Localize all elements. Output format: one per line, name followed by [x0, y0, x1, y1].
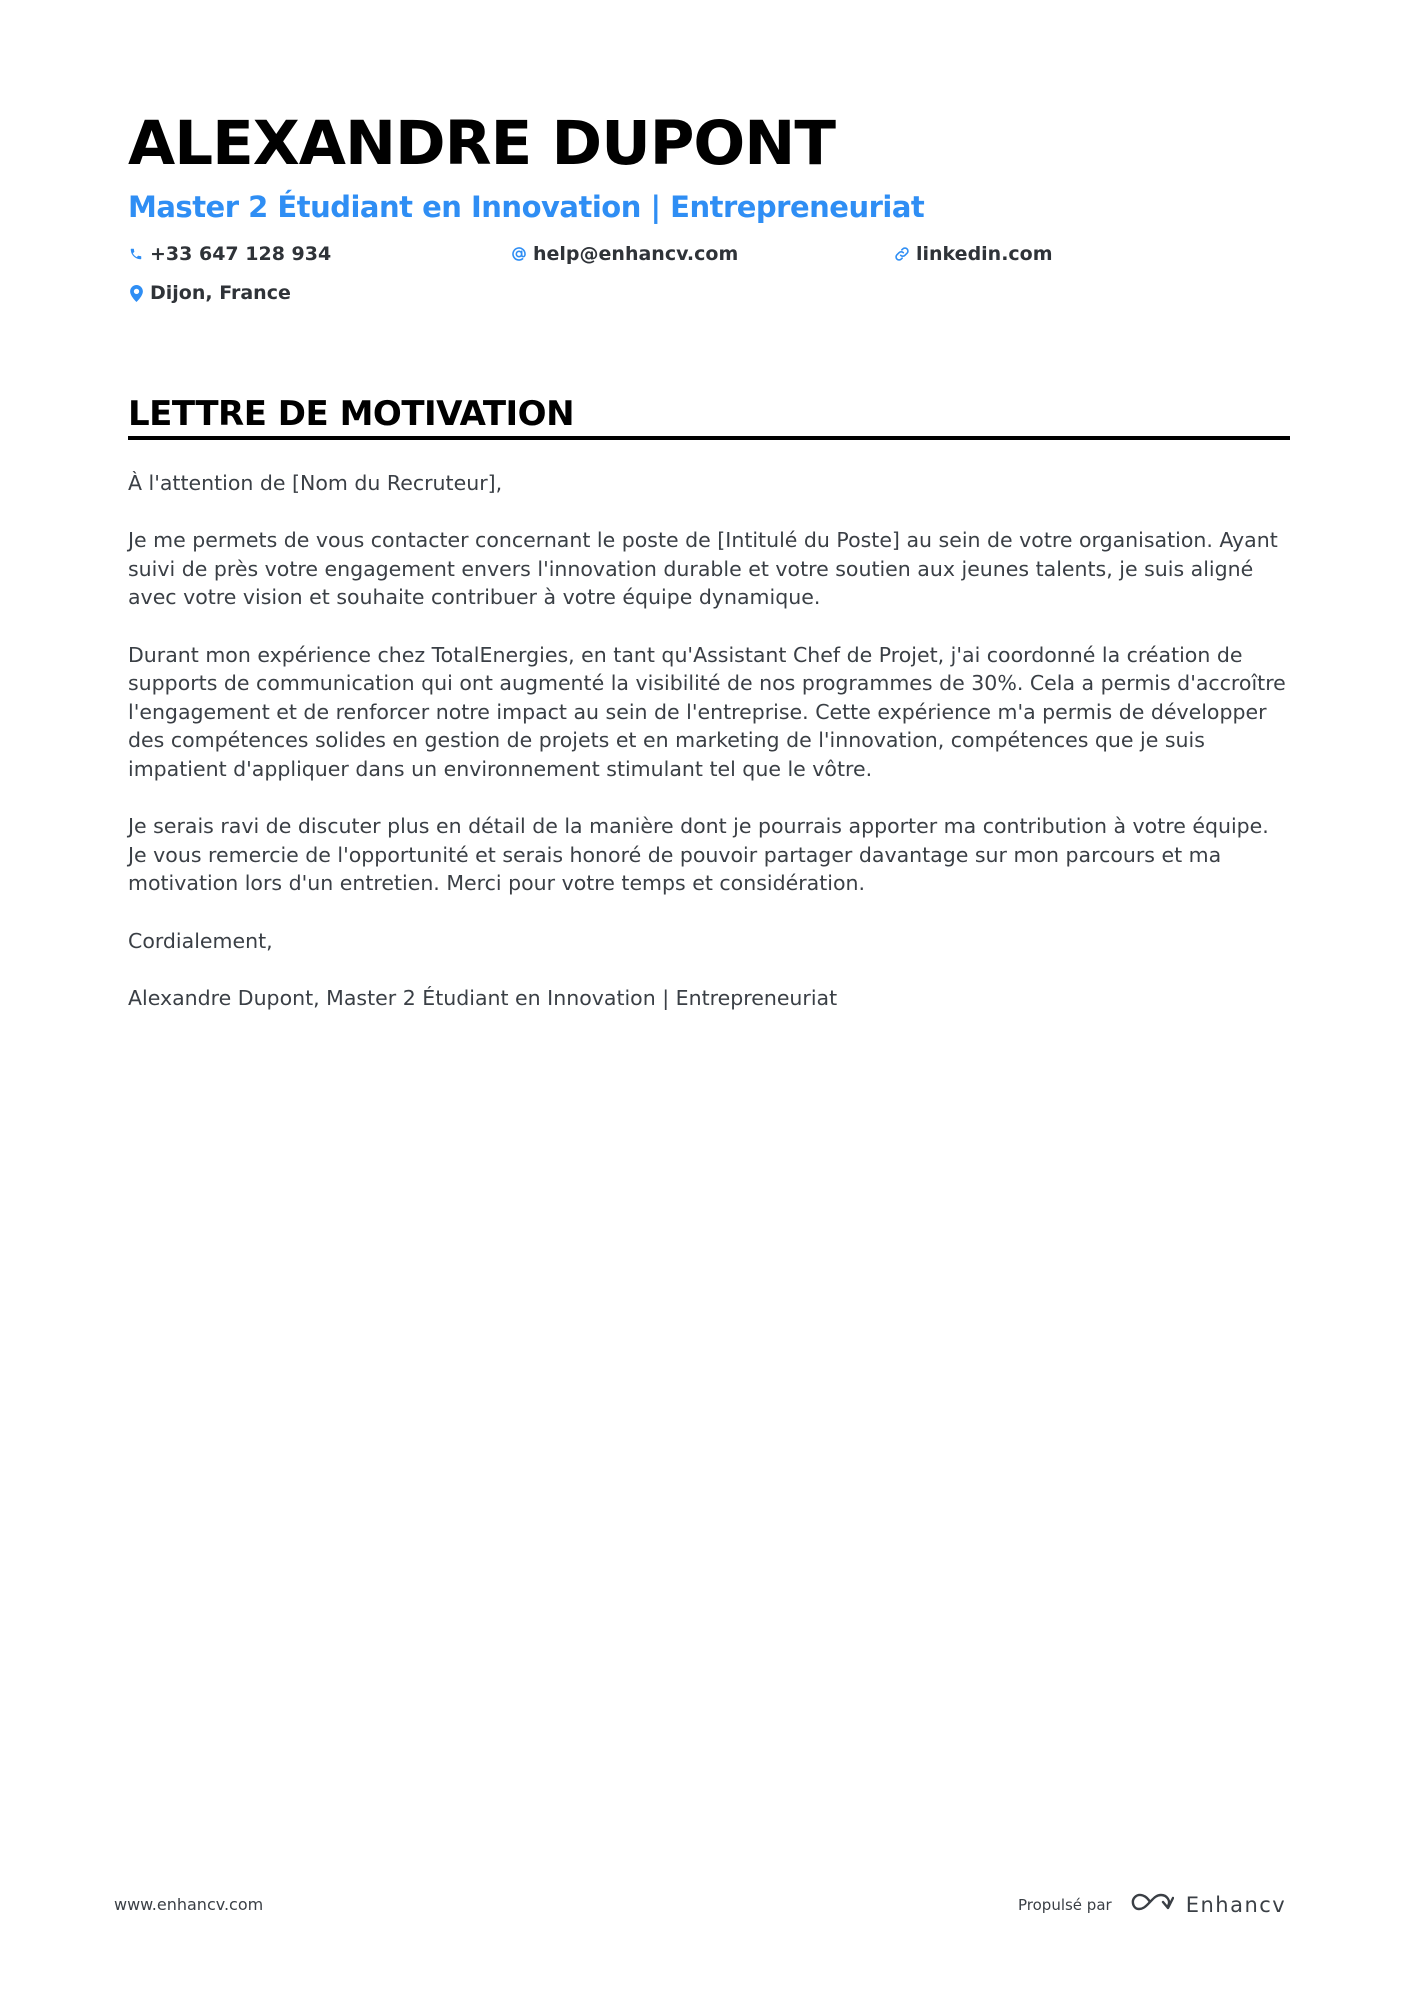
- letter-closing: Cordialement,: [128, 928, 273, 953]
- location-pin-icon: [128, 284, 144, 302]
- powered-by-label: Propulsé par: [1018, 1895, 1112, 1914]
- enhancv-logo-icon: [1130, 1890, 1174, 1919]
- letter-body: [128, 469, 1290, 1041]
- footer-powered-by: [1018, 1890, 1286, 1919]
- location-text: Dijon, France: [150, 282, 291, 304]
- contact-phone: [128, 243, 331, 265]
- letter-signature: Alexandre Dupont, Master 2 Étudiant en Innovation | Entrepreneuriat: [128, 985, 838, 1010]
- contact-location: [128, 282, 291, 304]
- phone-text[interactable]: +33 647 128 934: [150, 243, 332, 265]
- applicant-name: ALEXANDRE DUPONT: [128, 108, 835, 179]
- linkedin-link[interactable]: linkedin.com: [916, 243, 1053, 265]
- letter-paragraph-1: Je me permets de vous contacter concernant le poste de [Intitulé du Poste] au sein de votre organisation. Ayant suivi de près votre engagement envers l'innovation durable et votre soutien aux jeunes talents, je suis aligné avec votre vision et souhaite contribuer à votre équipe dynamique.: [128, 528, 1278, 610]
- brand-logo[interactable]: [1130, 1890, 1287, 1919]
- letter-paragraph-2: Durant mon expérience chez TotalEnergies, en tant qu'Assistant Chef de Projet, j'ai coordonné la création de supports de communication qui ont augmenté la visibilité de nos programmes de 30%. Cela a permis d'accroître l'engagement et de renforcer notre impact au sein de l'entreprise. Cette expérience m'a permis de développer des compétences solides en gestion de projets et en marketing de l'innovation, compétences que je suis impatient d'appliquer dans un environnement stimulant tel que le vôtre.: [128, 642, 1286, 781]
- phone-icon: [128, 245, 144, 263]
- contact-email: [511, 243, 738, 265]
- letter-paragraph-3: Je serais ravi de discuter plus en détail de la manière dont je pourrais apporter ma contribution à votre équipe. Je vous remercie de l'opportunité et serais honoré de pouvoir partager davantage sur mon parcours et ma motivation lors d'un entretien. Merci pour votre temps et considération.: [128, 814, 1269, 896]
- letter-salutation: À l'attention de [Nom du Recruteur],: [128, 471, 503, 495]
- brand-name: Enhancv: [1185, 1892, 1287, 1917]
- footer-website-link[interactable]: www.enhancv.com: [114, 1895, 264, 1914]
- at-icon: [511, 245, 527, 263]
- applicant-title: Master 2 Étudiant en Innovation | Entrepreneuriat: [128, 190, 925, 224]
- section-divider: [128, 436, 1290, 440]
- email-link[interactable]: help@enhancv.com: [533, 243, 739, 265]
- link-icon: [894, 245, 910, 263]
- contact-linkedin: [894, 243, 1053, 265]
- section-title: LETTRE DE MOTIVATION: [128, 394, 575, 434]
